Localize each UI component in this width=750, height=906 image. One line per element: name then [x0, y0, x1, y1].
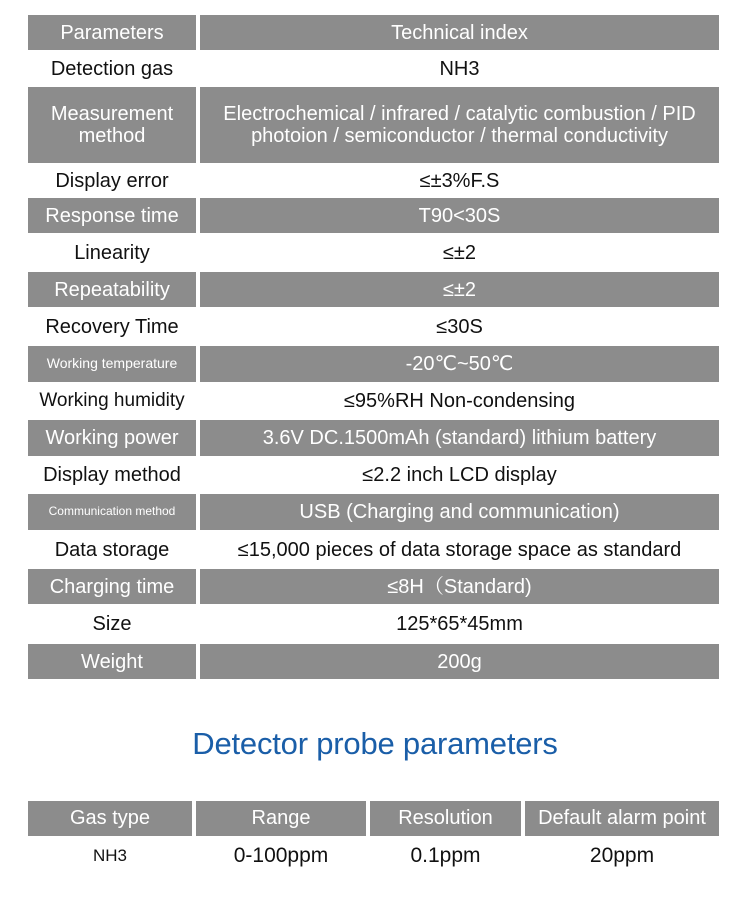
spec-header-row	[28, 15, 719, 50]
param-label: Working humidity	[28, 382, 196, 420]
param-value: ≤±3%F.S	[200, 163, 719, 198]
param-value: ≤8H（Standard)	[200, 569, 719, 604]
spec-header-value: Technical index	[200, 15, 719, 50]
table-row	[28, 272, 719, 307]
spec-header-param: Parameters	[28, 15, 196, 50]
param-value: 125*65*45mm	[200, 604, 719, 644]
param-value: ≤30S	[200, 307, 719, 346]
table-row	[28, 198, 719, 233]
param-value: -20℃~50℃	[200, 346, 719, 382]
param-label: Size	[28, 604, 196, 644]
table-row	[28, 420, 719, 456]
param-value: T90<30S	[200, 198, 719, 233]
probe-header-alarm-point: Default alarm point	[525, 801, 719, 836]
param-label: Communication method	[28, 494, 196, 530]
probe-header-range: Range	[196, 801, 366, 836]
table-row	[28, 644, 719, 679]
table-row	[28, 494, 719, 530]
param-label: Recovery Time	[28, 307, 196, 346]
param-label: Response time	[28, 198, 196, 233]
param-value: Electrochemical / infrared / catalytic combustion / PID photoion / semiconductor / thermal conductivity	[200, 87, 719, 163]
table-row	[28, 233, 719, 272]
table-row	[28, 346, 719, 382]
table-row	[28, 836, 719, 876]
param-label: Display error	[28, 163, 196, 198]
param-label: Repeatability	[28, 272, 196, 307]
table-row	[28, 456, 719, 494]
table-row	[28, 604, 719, 644]
param-value: ≤15,000 pieces of data storage space as standard	[200, 530, 719, 569]
table-row	[28, 50, 719, 87]
table-row	[28, 530, 719, 569]
probe-header-resolution: Resolution	[370, 801, 521, 836]
param-label: Measurement method	[28, 87, 196, 163]
table-row	[28, 382, 719, 420]
spec-table	[28, 15, 719, 679]
param-label: Working temperature	[28, 346, 196, 382]
table-row	[28, 307, 719, 346]
probe-header-gas-type: Gas type	[28, 801, 192, 836]
param-value: USB (Charging and communication)	[200, 494, 719, 530]
table-row	[28, 87, 719, 163]
probe-alarm-point: 20ppm	[589, 844, 655, 867]
probe-gas-type: NH3	[92, 846, 127, 865]
param-value: ≤2.2 inch LCD display	[200, 456, 719, 494]
param-label: Display method	[28, 456, 196, 494]
table-row	[28, 569, 719, 604]
param-label: Detection gas	[28, 50, 196, 87]
param-label: Working power	[28, 420, 196, 456]
param-value: ≤±2	[200, 272, 719, 307]
probe-range: 0-100ppm	[233, 844, 329, 867]
param-label: Weight	[28, 644, 196, 679]
param-label: Data storage	[28, 530, 196, 569]
table-row	[28, 163, 719, 198]
param-label: Linearity	[28, 233, 196, 272]
probe-table	[28, 801, 719, 876]
param-value: ≤95%RH Non-condensing	[200, 382, 719, 420]
section-title: Detector probe parameters	[192, 726, 558, 761]
gas-formula: NH3	[439, 57, 480, 80]
probe-resolution: 0.1ppm	[410, 844, 481, 867]
probe-header-row	[28, 801, 719, 836]
param-value: 3.6V DC.1500mAh (standard) lithium battery	[200, 420, 719, 456]
param-label: Charging time	[28, 569, 196, 604]
param-value: ≤±2	[200, 233, 719, 272]
param-value	[200, 50, 719, 87]
param-value: 200g	[200, 644, 719, 679]
